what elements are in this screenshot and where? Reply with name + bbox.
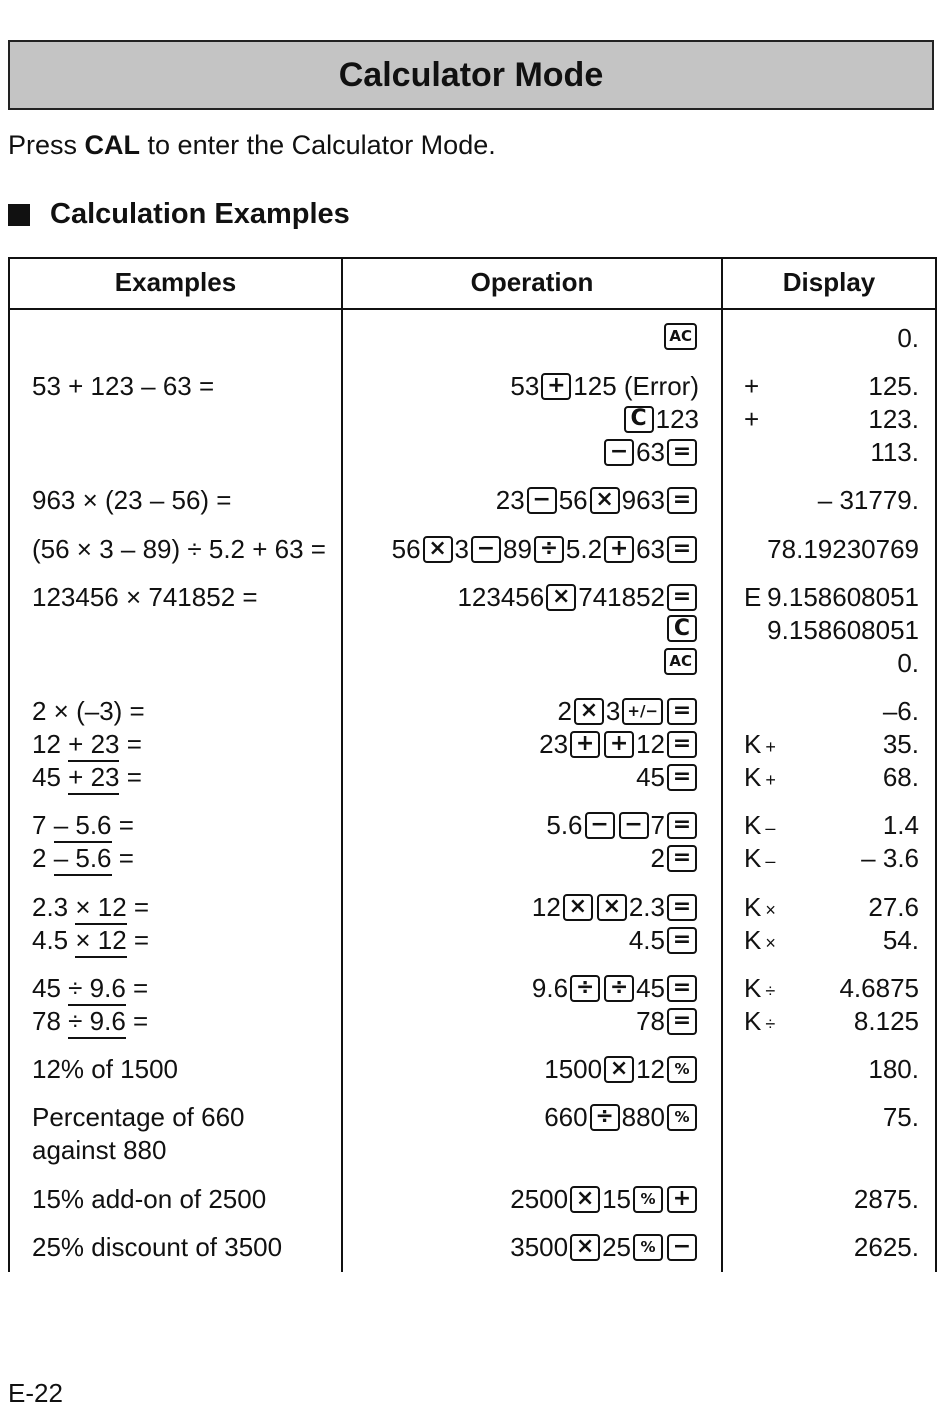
example-constant: ÷ 9.6: [68, 1006, 126, 1039]
example-constant: × 12: [75, 925, 126, 958]
indicator-k-minus: [744, 843, 775, 876]
k-op: +: [765, 737, 776, 757]
op-num: 2.3: [628, 892, 665, 922]
display-value: 1.4: [882, 810, 919, 840]
op-3: [392, 534, 699, 564]
display-value: 9.158608051: [767, 615, 919, 645]
display-value: 113.: [870, 437, 919, 467]
percent-key-icon: %: [633, 1186, 663, 1213]
equals-key-icon: =: [667, 731, 697, 758]
display-value: 123.: [868, 404, 919, 434]
example-8: [32, 810, 134, 840]
indicator-k-divide: [744, 1006, 775, 1039]
example-6: [32, 729, 142, 759]
k-op: ×: [765, 900, 776, 920]
header-display: Display: [782, 267, 876, 297]
op-2: [496, 485, 699, 515]
example-part: 4.5: [32, 925, 76, 955]
header-divider: [8, 308, 937, 310]
example-part: 12: [32, 729, 69, 759]
op-4c: [662, 648, 699, 675]
k-indicator: K: [744, 925, 762, 955]
plus-key-icon: +: [604, 731, 634, 758]
k-indicator: K: [744, 892, 762, 922]
op-8: [546, 810, 699, 840]
cal-key-label: CAL: [84, 130, 141, 160]
example-part: =: [119, 729, 142, 759]
op-9: [651, 843, 699, 873]
equals-key-icon: =: [667, 812, 697, 839]
example-part: 2.3: [32, 892, 76, 922]
equals-key-icon: =: [667, 584, 697, 611]
c-key-icon: C: [667, 615, 697, 642]
op-num: 5.2: [565, 534, 603, 564]
header-operation: Operation: [470, 267, 594, 297]
op-num: 741852: [578, 582, 665, 612]
display-value: 2875.: [853, 1184, 919, 1214]
minus-key-icon: −: [471, 536, 501, 563]
op-4b: [665, 615, 699, 642]
indicator-k-minus: [744, 810, 775, 843]
display-value: 68.: [882, 762, 919, 792]
k-op: +: [765, 770, 776, 790]
op-num: 660: [544, 1102, 588, 1132]
display-value: 8.125: [853, 1006, 919, 1036]
times-key-icon: ×: [590, 487, 620, 514]
equals-key-icon: =: [667, 894, 697, 921]
display-value: 78.19230769: [767, 534, 919, 564]
example-constant: + 23: [68, 729, 119, 762]
example-part: =: [125, 1006, 149, 1036]
example-12: [32, 973, 148, 1003]
example-15b: against 880: [32, 1135, 167, 1165]
ac-key-icon: AC: [664, 323, 697, 350]
op-1a: [510, 371, 699, 401]
header-examples: Examples: [114, 267, 237, 297]
indicator-plus: +: [744, 404, 760, 434]
example-part: 7: [32, 810, 54, 840]
page-title: Calculator Mode: [8, 40, 934, 110]
display-value: 0.: [897, 323, 919, 353]
section-title: Calculation Examples: [50, 198, 350, 230]
c-key-icon: C: [624, 406, 654, 433]
k-indicator: K: [744, 843, 762, 873]
display-value: 9.158608051: [767, 582, 919, 612]
k-indicator: K: [744, 1006, 762, 1036]
op-num: 963: [621, 485, 665, 515]
example-constant: ÷ 9.6: [68, 973, 126, 1006]
op-12: [532, 973, 699, 1003]
op-num: 880: [621, 1102, 665, 1132]
example-part: 2: [32, 843, 54, 873]
indicator-k-times: [744, 925, 776, 958]
display-value: – 31779.: [817, 485, 919, 515]
column-divider-1: [341, 257, 343, 1272]
minus-key-icon: −: [585, 812, 615, 839]
example-part: =: [126, 925, 150, 955]
example-constant: + 23: [68, 762, 119, 795]
op-11: [629, 925, 699, 955]
divide-key-icon: ÷: [570, 975, 600, 1002]
display-value: 0.: [897, 648, 919, 678]
op-num: 9.6: [531, 973, 569, 1003]
op-num: 45: [636, 973, 665, 1003]
op-num: 23: [539, 729, 569, 759]
percent-key-icon: %: [667, 1056, 697, 1083]
plus-key-icon: +: [604, 536, 634, 563]
op-num: 56: [391, 534, 421, 564]
example-15a: Percentage of 660: [32, 1102, 245, 1132]
intro-text: [8, 130, 496, 161]
op-17: [510, 1232, 699, 1262]
example-13: [32, 1006, 148, 1036]
op-6: [539, 729, 699, 759]
example-5: 2 × (–3) =: [32, 696, 145, 726]
display-value: 180.: [868, 1054, 919, 1084]
equals-key-icon: =: [667, 845, 697, 872]
op-num: 3: [605, 696, 621, 726]
example-7: [32, 762, 142, 792]
minus-key-icon: −: [667, 1234, 697, 1261]
equals-key-icon: =: [667, 927, 697, 954]
op-num: 125 (Error): [573, 371, 699, 401]
indicator-plus: +: [744, 371, 760, 401]
display-value: 4.6875: [839, 973, 919, 1003]
op-num: 12: [636, 729, 665, 759]
example-constant: – 5.6: [54, 843, 112, 876]
example-part: 45: [32, 973, 69, 1003]
example-9: [32, 843, 134, 873]
op-1c: [602, 437, 699, 467]
example-3: (56 × 3 – 89) ÷ 5.2 + 63 =: [32, 534, 326, 564]
example-part: =: [119, 762, 142, 792]
op-num: 12: [531, 892, 561, 922]
table-border-left: [8, 257, 10, 1272]
times-key-icon: ×: [570, 1234, 600, 1261]
display-value: 75.: [882, 1102, 919, 1132]
op-num: 7: [650, 810, 665, 840]
column-divider-2: [721, 257, 723, 1272]
indicator-k-divide: [744, 973, 775, 1006]
intro-pre: Press: [8, 130, 85, 160]
op-14: [544, 1054, 699, 1084]
op-num: 2: [557, 696, 572, 726]
k-op: –: [765, 851, 776, 871]
op-num: 2500: [510, 1184, 569, 1214]
k-indicator: K: [744, 810, 762, 840]
divide-key-icon: ÷: [604, 975, 634, 1002]
example-part: 78: [32, 1006, 69, 1036]
percent-key-icon: %: [633, 1234, 663, 1261]
example-2: 963 × (23 – 56) =: [32, 485, 232, 515]
k-indicator: K: [744, 973, 762, 1003]
op-num: 78: [636, 1006, 665, 1036]
display-value: 125.: [868, 371, 919, 401]
op-num: 3: [454, 534, 469, 564]
example-11: [32, 925, 149, 955]
example-16: 15% add-on of 2500: [32, 1184, 267, 1214]
example-4: 123456 × 741852 =: [32, 582, 258, 612]
example-part: =: [126, 892, 150, 922]
op-num: 23: [495, 485, 525, 515]
times-key-icon: ×: [546, 584, 576, 611]
plus-key-icon: +: [541, 373, 571, 400]
minus-key-icon: −: [604, 439, 634, 466]
op-num: 45: [636, 762, 665, 792]
indicator-k-plus: [744, 762, 776, 795]
times-key-icon: ×: [604, 1056, 634, 1083]
op-5: [557, 696, 699, 726]
op-ac: [662, 323, 699, 350]
equals-key-icon: =: [667, 698, 697, 725]
equals-key-icon: =: [667, 536, 697, 563]
example-10: [32, 892, 149, 922]
example-1: 53 + 123 – 63 =: [32, 371, 215, 401]
op-num: 3500: [510, 1232, 569, 1262]
op-num: 2: [650, 843, 665, 873]
minus-key-icon: −: [619, 812, 649, 839]
op-num: 15: [602, 1184, 631, 1214]
indicator-k-plus: [744, 729, 776, 762]
op-num: 1500: [544, 1054, 603, 1084]
op-4a: [457, 582, 699, 612]
times-key-icon: ×: [574, 698, 604, 725]
display-value: –6.: [882, 696, 919, 726]
section-heading: [8, 198, 350, 231]
op-num: 63: [636, 534, 665, 564]
plus-key-icon: +: [667, 1186, 697, 1213]
display-value: 54.: [882, 925, 919, 955]
op-num: 56: [558, 485, 588, 515]
example-14: 12% of 1500: [32, 1054, 179, 1084]
equals-key-icon: =: [667, 439, 697, 466]
times-key-icon: ×: [563, 894, 593, 921]
display-value: 2625.: [853, 1232, 919, 1262]
square-bullet-icon: [8, 204, 30, 226]
display-value: – 3.6: [861, 843, 919, 873]
example-part: 45: [32, 762, 69, 792]
example-constant: – 5.6: [54, 810, 112, 843]
k-op: ×: [765, 933, 776, 953]
op-num: 89: [503, 534, 532, 564]
op-num: 53: [510, 371, 540, 401]
example-part: =: [111, 810, 134, 840]
equals-key-icon: =: [667, 764, 697, 791]
divide-key-icon: ÷: [590, 1104, 620, 1131]
op-16: [510, 1184, 699, 1214]
equals-key-icon: =: [667, 487, 697, 514]
op-15: [544, 1102, 699, 1132]
display-value: 27.6: [868, 892, 919, 922]
display-value: 35.: [882, 729, 919, 759]
k-op: ÷: [765, 1014, 776, 1034]
times-key-icon: ×: [570, 1186, 600, 1213]
minus-key-icon: −: [527, 487, 557, 514]
k-op: –: [765, 818, 776, 838]
op-num: 123456: [457, 582, 545, 612]
ac-key-icon: AC: [664, 648, 697, 675]
times-key-icon: ×: [423, 536, 453, 563]
example-constant: × 12: [75, 892, 126, 925]
op-num: 4.5: [628, 925, 665, 955]
op-num: 5.6: [546, 810, 583, 840]
intro-post: to enter the Calculator Mode.: [140, 130, 496, 160]
times-key-icon: ×: [597, 894, 627, 921]
percent-key-icon: %: [667, 1104, 697, 1131]
op-num: 63: [636, 437, 665, 467]
example-part: =: [111, 843, 134, 873]
op-1b: [622, 404, 699, 434]
sign-change-key-icon: +/−: [622, 698, 663, 725]
op-10: [532, 892, 699, 922]
divide-key-icon: ÷: [534, 536, 564, 563]
op-7: [636, 762, 699, 792]
op-num: 123: [655, 404, 699, 434]
examples-table: [8, 257, 937, 1272]
indicator-e: E: [744, 582, 762, 612]
k-op: ÷: [765, 981, 776, 1001]
k-indicator: K: [744, 762, 762, 792]
plus-key-icon: +: [570, 731, 600, 758]
page-number: E-22: [8, 1378, 63, 1408]
op-num: 25: [602, 1232, 631, 1262]
table-border-right: [935, 257, 937, 1272]
example-part: =: [125, 973, 149, 1003]
indicator-k-times: [744, 892, 776, 925]
equals-key-icon: =: [667, 975, 697, 1002]
equals-key-icon: =: [667, 1008, 697, 1035]
op-13: [636, 1006, 699, 1036]
example-17: 25% discount of 3500: [32, 1232, 283, 1262]
op-num: 12: [636, 1054, 665, 1084]
k-indicator: K: [744, 729, 762, 759]
